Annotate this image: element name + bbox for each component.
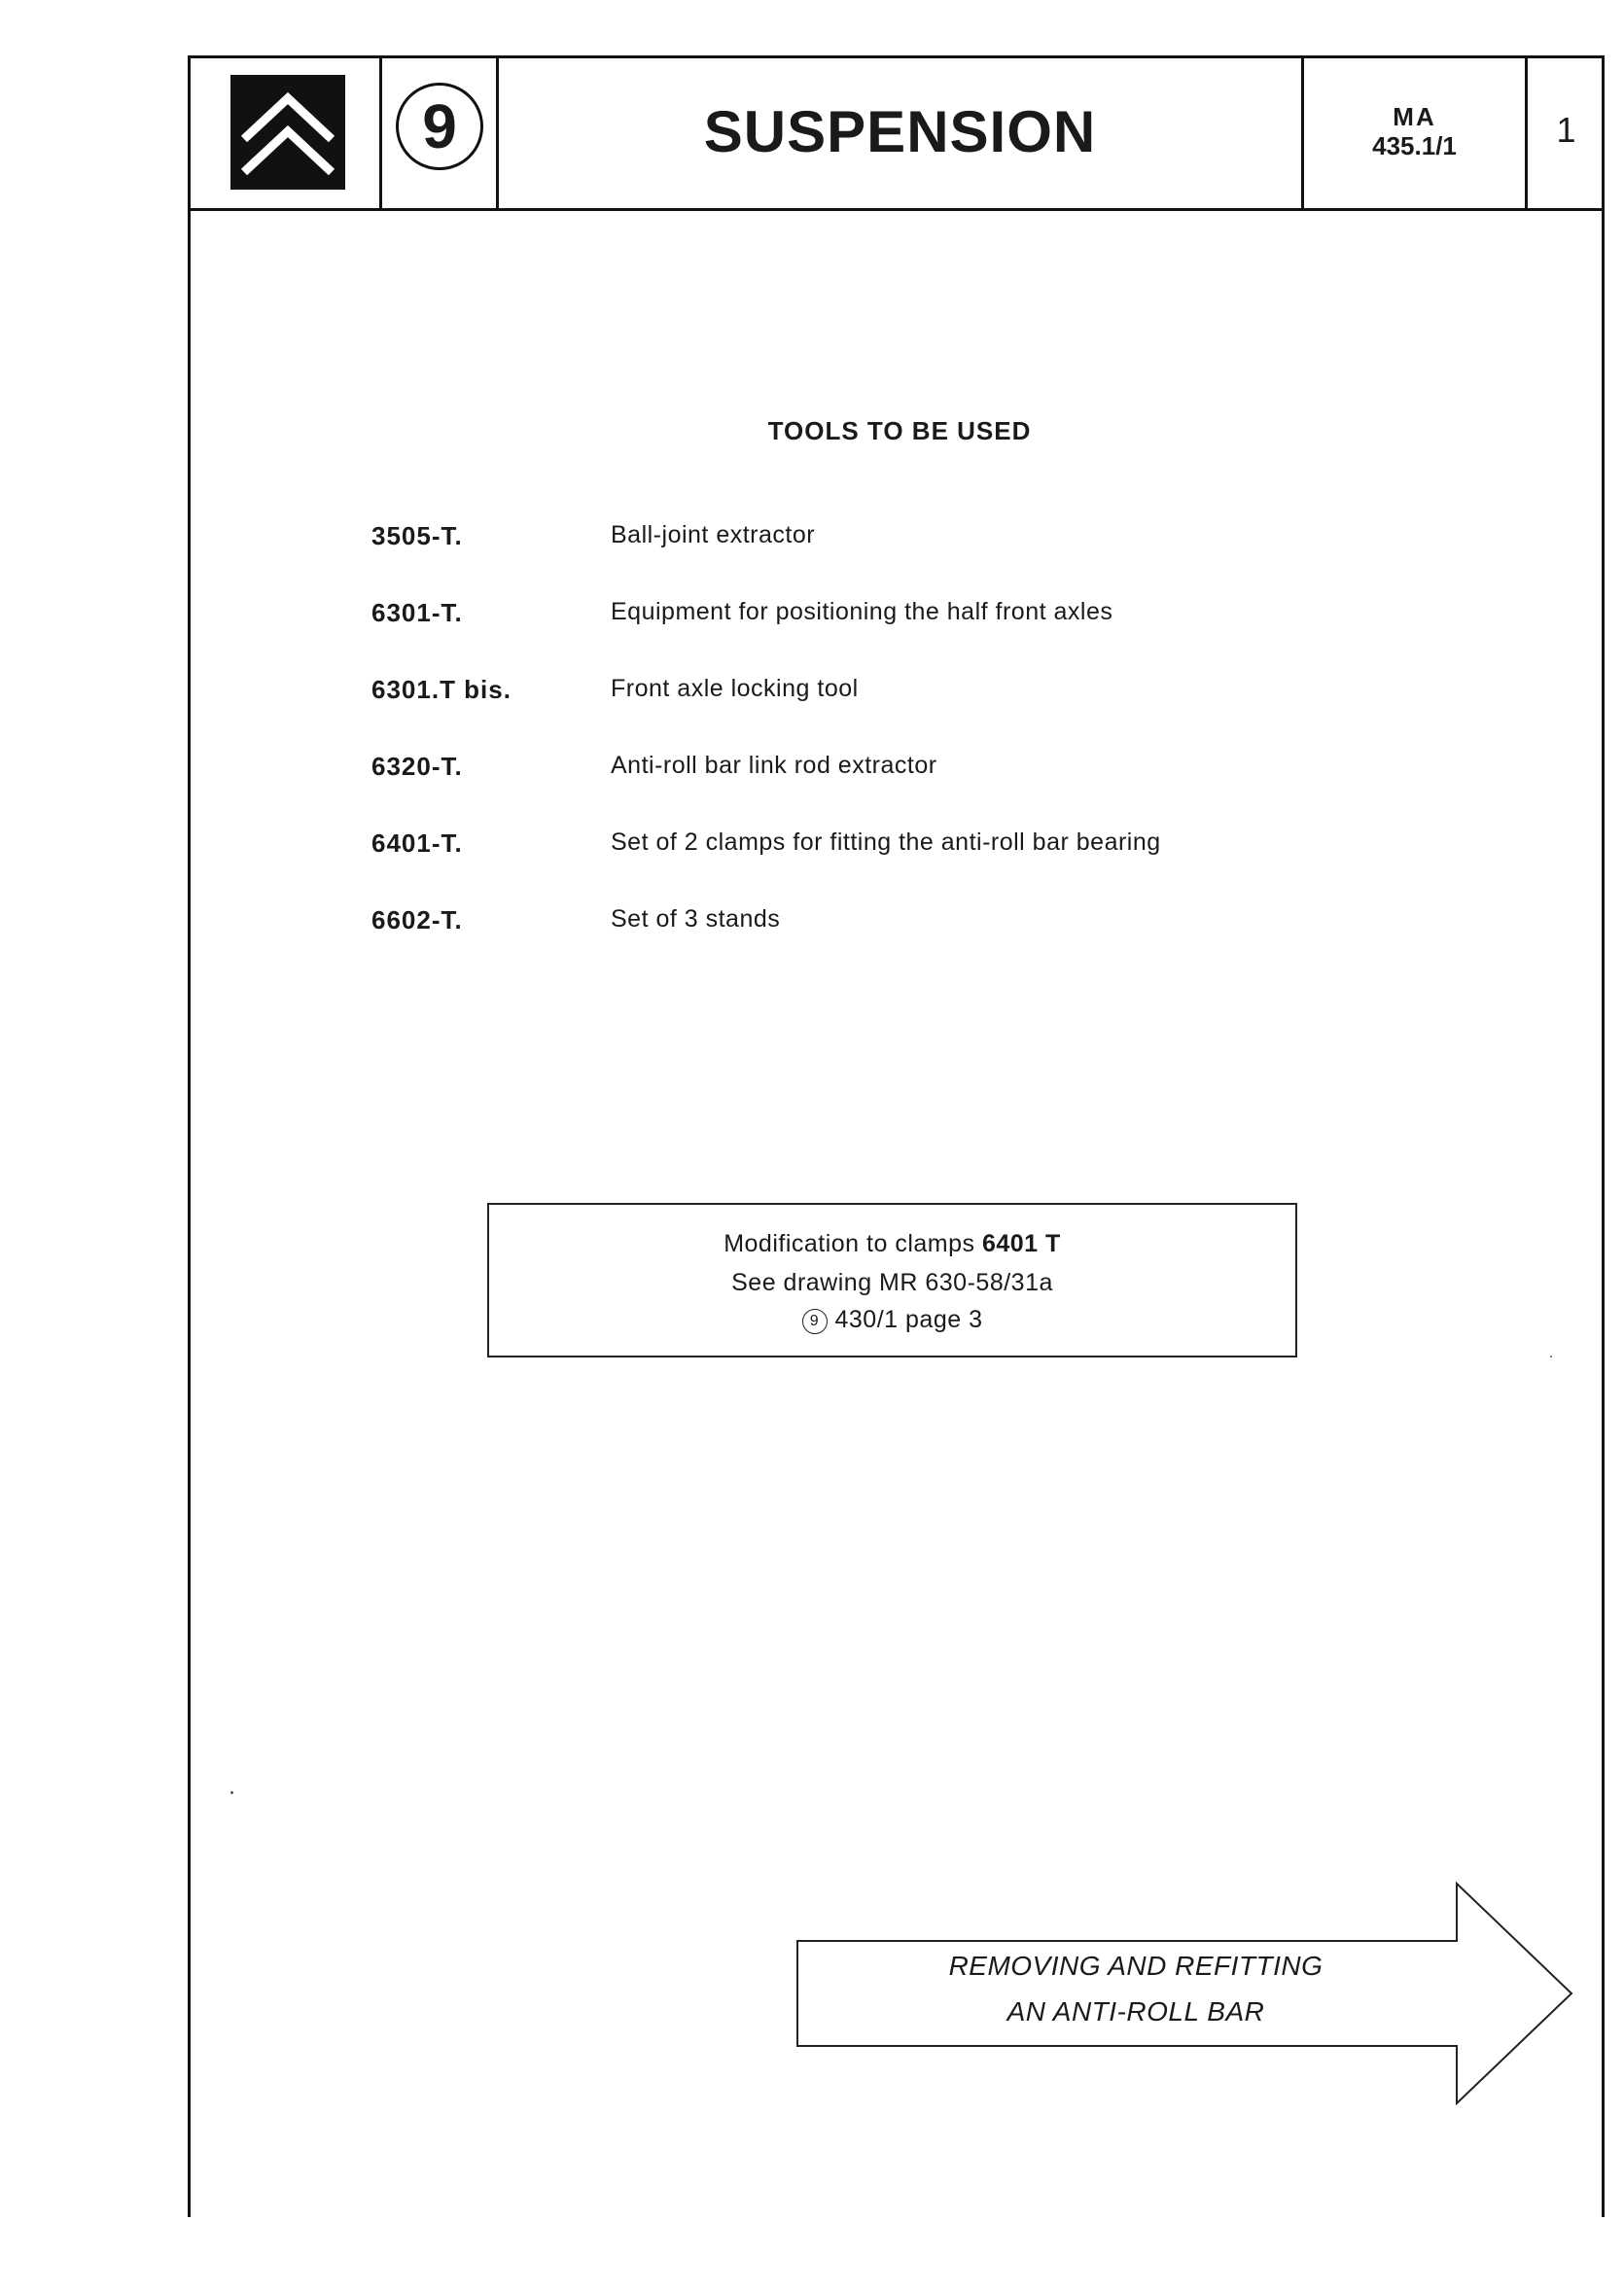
title-cell <box>499 55 1304 208</box>
next-section-arrow[interactable] <box>795 1882 1573 2105</box>
scan-speck <box>230 1791 233 1794</box>
logo-cell <box>188 55 382 208</box>
chapter-circle-icon: 9 <box>802 1309 828 1334</box>
tool-description: Front axle locking tool <box>611 675 859 702</box>
tool-code: 6320-T. <box>371 752 463 781</box>
page-header <box>188 55 1605 211</box>
tool-description: Anti-roll bar link rod extractor <box>611 752 937 779</box>
tool-code: 6301.T bis. <box>371 675 512 704</box>
next-section-line1: REMOVING AND REFITTING <box>948 1951 1324 1981</box>
tool-code: 6301-T. <box>371 598 463 627</box>
double-chevron-logo-icon <box>230 75 345 190</box>
tool-code: 6401-T. <box>371 828 463 858</box>
page-number-cell <box>1528 55 1605 208</box>
section-heading: TOOLS TO BE USED <box>767 416 1032 445</box>
chapter-number-badge: 9 <box>396 83 483 170</box>
page-number: 1 <box>1556 110 1576 150</box>
tool-description: Equipment for positioning the half front axles <box>611 598 1113 625</box>
note-clamps-prefix: Modification to clamps <box>724 1230 975 1257</box>
page-title: SUSPENSION <box>703 99 1097 164</box>
note-reference-text: 430/1 page 3 <box>834 1306 983 1333</box>
next-section-line2: AN ANTI-ROLL BAR <box>1006 1996 1265 2027</box>
note-line-clamps <box>489 1230 1295 1258</box>
reference-cell <box>1304 55 1528 208</box>
tool-description: Set of 3 stands <box>611 905 781 933</box>
reference-number: 435.1/1 <box>1372 131 1457 160</box>
tool-code: 6602-T. <box>371 905 463 934</box>
modification-note-box <box>487 1203 1297 1357</box>
scan-speck <box>1550 1356 1552 1357</box>
tool-description: Set of 2 clamps for fitting the anti-roll bar bearing <box>611 828 1161 856</box>
reference-code: MA <box>1393 102 1436 131</box>
tool-code: 3505-T. <box>371 521 463 550</box>
note-line-reference <box>489 1306 1295 1334</box>
tool-description: Ball-joint extractor <box>611 521 816 548</box>
note-clamps-code: 6401 T <box>981 1230 1061 1257</box>
chapter-cell <box>382 55 499 208</box>
note-line-drawing: See drawing MR 630-58/31a <box>731 1269 1053 1296</box>
